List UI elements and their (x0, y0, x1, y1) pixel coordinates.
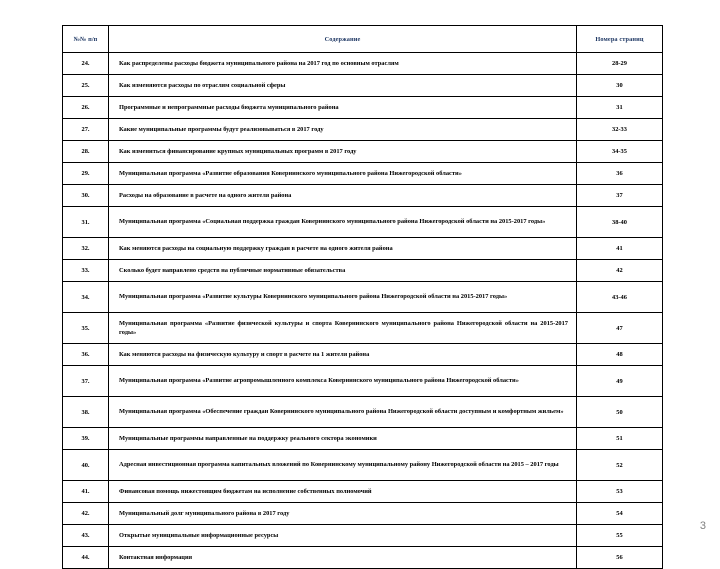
row-number: 37. (63, 366, 109, 397)
toc-table (62, 25, 663, 569)
row-number: 38. (63, 397, 109, 428)
table-row (63, 344, 663, 366)
table-row (63, 525, 663, 547)
row-content: Контактная информация (109, 547, 577, 569)
slide-page-number: 3 (699, 520, 706, 532)
row-content: Муниципальная программа «Развитие агропромышленного комплекса Ковернинского муниципального района Нижегородской области» (109, 366, 577, 397)
row-pages: 55 (577, 525, 663, 547)
row-content: Как меняются расходы на физическую культуру и спорт в расчете на 1 жителя района (109, 344, 577, 366)
row-content: Какие муниципальные программы будут реализовываться в 2017 году (109, 119, 577, 141)
row-pages: 51 (577, 428, 663, 450)
row-content: Муниципальная программа «Обеспечение граждан Ковернинского муниципального района Нижегородской области доступным и комфортным жильем» (109, 397, 577, 428)
row-number: 28. (63, 141, 109, 163)
table-row (63, 503, 663, 525)
table-row (63, 207, 663, 238)
row-number: 39. (63, 428, 109, 450)
row-content: Сколько будет направлено средств на публичные нормативные обязательства (109, 260, 577, 282)
row-pages: 38-40 (577, 207, 663, 238)
row-content: Муниципальная программа «Развитие образования Ковернинского муниципального района Нижегородской области» (109, 163, 577, 185)
row-number: 29. (63, 163, 109, 185)
row-number: 40. (63, 450, 109, 481)
row-pages: 41 (577, 238, 663, 260)
table-row (63, 119, 663, 141)
table-row (63, 238, 663, 260)
row-content: Как изменяются расходы по отраслям социальной сферы (109, 75, 577, 97)
row-number: 31. (63, 207, 109, 238)
row-number: 30. (63, 185, 109, 207)
row-pages: 31 (577, 97, 663, 119)
row-pages: 48 (577, 344, 663, 366)
row-pages: 53 (577, 481, 663, 503)
table-row (63, 282, 663, 313)
row-pages: 34-35 (577, 141, 663, 163)
column-header-pages: Номера страниц (577, 26, 663, 53)
row-pages: 32-33 (577, 119, 663, 141)
table-row (63, 313, 663, 344)
table-body (63, 53, 663, 569)
table-row (63, 450, 663, 481)
row-number: 35. (63, 313, 109, 344)
table-row (63, 75, 663, 97)
column-header-content: Содержание (109, 26, 577, 53)
row-content: Муниципальная программа «Развитие физической культуры и спорта Ковернинского муниципального района Нижегородской области на 2015-2017 годы» (109, 313, 577, 344)
table-row (63, 397, 663, 428)
row-pages: 42 (577, 260, 663, 282)
row-number: 26. (63, 97, 109, 119)
table-row (63, 53, 663, 75)
row-number: 44. (63, 547, 109, 569)
row-content: Программные и непрограммные расходы бюджета муниципального района (109, 97, 577, 119)
table-row (63, 141, 663, 163)
row-pages: 37 (577, 185, 663, 207)
row-number: 24. (63, 53, 109, 75)
row-content: Муниципальная программа «Социальная поддержка граждан Ковернинского муниципального района Нижегородской области на 2015-2017 годы» (109, 207, 577, 238)
row-content: Муниципальные программы направленные на поддержку реального сектора экономики (109, 428, 577, 450)
table-row (63, 97, 663, 119)
row-content: Открытые муниципальные информационные ресурсы (109, 525, 577, 547)
row-number: 43. (63, 525, 109, 547)
table-row (63, 163, 663, 185)
row-pages: 50 (577, 397, 663, 428)
row-content: Финансовая помощь нижестоящим бюджетам на исполнение собственных полномочий (109, 481, 577, 503)
row-content: Муниципальная программа «Развитие культуры Ковернинского муниципального района Нижегородской области на 2015-2017 годы» (109, 282, 577, 313)
row-pages: 52 (577, 450, 663, 481)
row-pages: 43-46 (577, 282, 663, 313)
table-row (63, 547, 663, 569)
row-pages: 30 (577, 75, 663, 97)
table-row (63, 366, 663, 397)
row-content: Муниципальный долг муниципального района в 2017 году (109, 503, 577, 525)
table-row (63, 260, 663, 282)
row-number: 25. (63, 75, 109, 97)
header-row (63, 26, 663, 53)
row-pages: 47 (577, 313, 663, 344)
row-content: Расходы на образование в расчете на одного жителя района (109, 185, 577, 207)
row-content: Адресная инвестиционная программа капитальных вложений по Ковернинскому муниципальному району Нижегородской области на 2015 – 2017 годы (109, 450, 577, 481)
row-number: 32. (63, 238, 109, 260)
table-row (63, 481, 663, 503)
row-pages: 36 (577, 163, 663, 185)
row-content: Как распределены расходы бюджета муниципального района на 2017 год по основным отраслям (109, 53, 577, 75)
row-number: 27. (63, 119, 109, 141)
row-number: 33. (63, 260, 109, 282)
row-pages: 49 (577, 366, 663, 397)
row-number: 41. (63, 481, 109, 503)
row-content: Как измениться финансирование крупных муниципальных программ в 2017 году (109, 141, 577, 163)
column-header-number: №№ п/п (63, 26, 109, 53)
row-content: Как меняются расходы на социальную поддержку граждан в расчете на одного жителя района (109, 238, 577, 260)
table-row (63, 428, 663, 450)
row-number: 34. (63, 282, 109, 313)
row-number: 36. (63, 344, 109, 366)
table-row (63, 185, 663, 207)
row-pages: 54 (577, 503, 663, 525)
row-pages: 56 (577, 547, 663, 569)
row-number: 42. (63, 503, 109, 525)
row-pages: 28-29 (577, 53, 663, 75)
table-header (63, 26, 663, 53)
table-of-contents (62, 25, 662, 569)
